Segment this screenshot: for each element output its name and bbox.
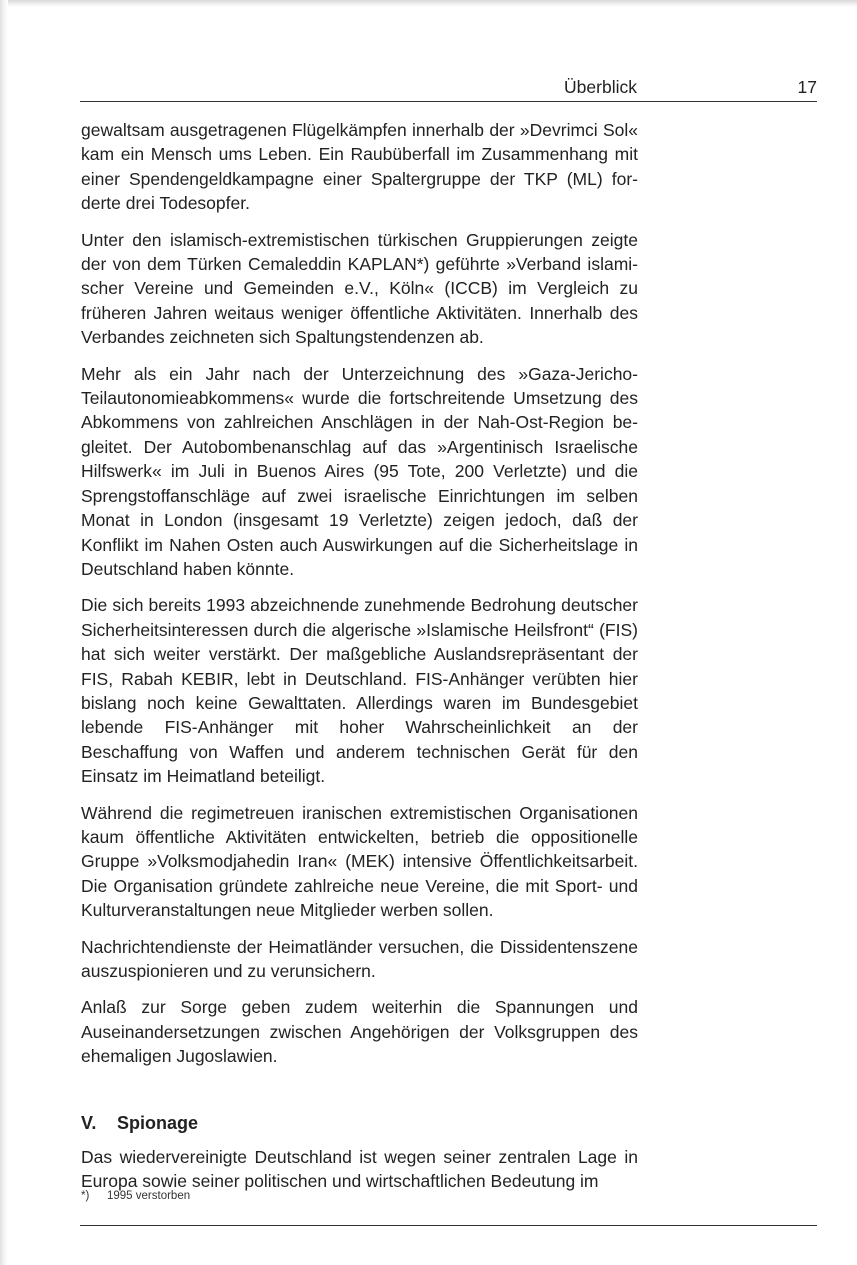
footnote: [81, 1189, 638, 1203]
section-paragraph: Das wiedervereinigte Deutschland ist wegen seiner zentralen Lage in Europa sowie seiner politischen und wirtschaftlichen Bedeutung im: [81, 1146, 638, 1192]
paragraph-7: Anlaß zur Sorge geben zudem weiterhin die Spannungen und Auseinandersetzungen zwischen Angehörigen der Volksgruppen des ehemaligen Jugoslawien.: [81, 997, 638, 1067]
page-number: 17: [797, 77, 817, 97]
body-text: [81, 118, 638, 1205]
paragraph-3: Mehr als ein Jahr nach der Unterzeichnung des »Gaza-Jericho-Teilautonomieabkommens« wurde die fortschreitende Umsetzung des Abkommens von zahlreichen Anschlägen in der Nah-Ost-Region begleitet. Der Autobombenanschlag auf das »Argentinisch Israelische Hilfswerk« im Juli in Buenos Aires (95 Tote, 200 Verletzte) und die Sprengstoffanschläge auf zwei israelische Einrichtungen im selben Monat in London (insgesamt 19 Verletzte) zeigen jedoch, daß der Konflikt im Nahen Osten auch Auswirkungen auf die Sicherheitslage in Deutschland haben könnte.: [81, 363, 638, 579]
scan-shadow-left: [0, 0, 8, 1265]
running-header: [80, 76, 817, 102]
header-title: Überblick: [564, 77, 637, 97]
paragraph-2: Unter den islamisch-extremistischen türkischen Gruppierungen zeigte der von dem Türken Cemaleddin KAPLAN*) geführte »Verband islamischer Vereine und Gemeinden e.V., Köln« (ICCB) im Vergleich zu früheren Jahren weitaus weniger öffentliche Aktivitäten. Innerhalb des Verbandes zeichneten sich Spaltungstendenzen ab.: [81, 229, 638, 348]
header-rule: [80, 101, 817, 102]
section-number: V.: [81, 1112, 97, 1133]
section-title: Spionage: [117, 1112, 199, 1133]
paragraph-6: Nachrichtendienste der Heimatländer versuchen, die Dissidentenszene auszuspionieren und zu verunsichern.: [81, 936, 638, 981]
footnote-text: 1995 verstorben: [107, 1190, 191, 1202]
footnote-marker: *): [81, 1190, 90, 1202]
scan-shadow-top: [0, 0, 857, 7]
section-heading: [81, 1111, 638, 1135]
footer-rule: [80, 1225, 817, 1226]
paragraph-1: gewaltsam ausgetragenen Flügelkämpfen innerhalb der »Devrimci Sol« kam ein Mensch ums Leben. Ein Raubüberfall im Zusammenhang mit einer Spendengeldkampagne einer Spaltergruppe der TKP (ML) forderte drei Todesopfer.: [81, 120, 638, 214]
paragraph-5: Während die regimetreuen iranischen extremistischen Organisationen kaum öffentliche Aktivitäten entwickelten, betrieb die oppositionelle Gruppe »Volksmodjahedin Iran« (MEK) intensive Öffentlichkeitsarbeit. Die Organisation gründete zahlreiche neue Vereine, die mit Sport- und Kulturveranstaltungen neue Mitglieder werben sollen.: [81, 802, 638, 921]
paragraph-4: Die sich bereits 1993 abzeichnende zunehmende Bedrohung deutscher Sicherheitsinteressen durch die algerische »Islamische Heilsfront“ (FIS) hat sich weiter verstärkt. Der maßgebliche Auslandsrepräsentant der FIS, Rabah KEBIR, lebt in Deutschland. FIS-Anhänger verübten hier bislang noch keine Gewalttaten. Allerdings waren im Bundesgebiet lebende FIS-Anhänger mit hoher Wahrscheinlichkeit an der Beschaffung von Waffen und anderem technischen Gerät für den Einsatz im Heimatland beteiligt.: [81, 595, 638, 787]
